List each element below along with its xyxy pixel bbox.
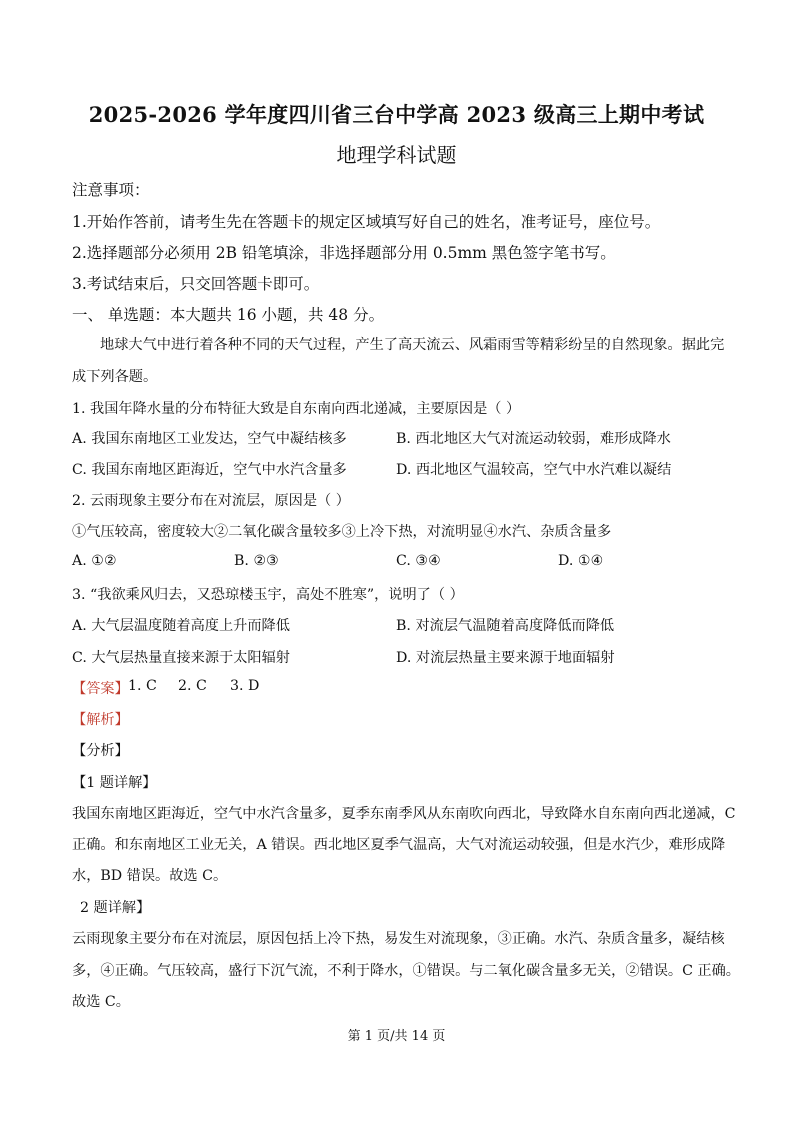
passage-line-2: 成下列各题。 bbox=[72, 369, 158, 385]
analysis-fenxi-heading: 【分析】 bbox=[72, 743, 129, 759]
analysis-jiexi-heading: 【解析】 bbox=[72, 712, 129, 728]
answer-1: 1. C bbox=[128, 678, 157, 694]
notice-heading: 注意事项： bbox=[72, 181, 150, 199]
passage-line-1: 地球大气中进行着各种不同的天气过程，产生了高天流云、风霜雨雪等精彩纷呈的自然现象。据此完 bbox=[100, 337, 725, 353]
answer-tag: 【答案】 bbox=[72, 681, 129, 697]
question-2-option-d: D. ①④ bbox=[558, 553, 604, 569]
question-3-option-a: A. 大气层温度随着高度上升而降低 bbox=[72, 618, 290, 634]
q2-detail-line-2: 多，④正确。气压较高，盛行下沉气流，不利于降水，①错误。与二氧化碳含量多无关，②错误。C 正确。 bbox=[72, 963, 740, 979]
question-1-option-d: D. 西北地区气温较高，空气中水汽难以凝结 bbox=[396, 462, 672, 478]
question-1-option-b: B. 西北地区大气对流运动较弱，难形成降水 bbox=[396, 431, 671, 447]
notice-item-2: 2.选择题部分必须用 2B 铅笔填涂，非选择题部分用 0.5mm 黑色签字笔书写。 bbox=[72, 244, 616, 262]
question-1-option-c: C. 我国东南地区距海近，空气中水汽含量多 bbox=[72, 462, 347, 478]
notice-item-3: 3.考试结束后，只交回答题卡即可。 bbox=[72, 275, 320, 293]
section-heading: 一、 单选题：本大题共 16 小题，共 48 分。 bbox=[72, 306, 385, 324]
q1-detail-line-1: 我国东南地区距海近，空气中水汽含量多，夏季东南季风从东南吹向西北，导致降水自东南向西北递减，C bbox=[72, 806, 736, 822]
notice-item-1: 1.开始作答前，请考生先在答题卡的规定区域填写好自己的姓名，准考证号，座位号。 bbox=[72, 213, 661, 231]
question-3-stem: 3. “我欲乘风归去，又恐琼楼玉宇，高处不胜寒”，说明了（ ） bbox=[72, 587, 464, 603]
question-3-option-b: B. 对流层气温随着高度降低而降低 bbox=[396, 618, 615, 634]
question-1-stem: 1. 我国年降水量的分布特征大致是自东南向西北递减，主要原因是（ ） bbox=[72, 401, 521, 417]
question-1-option-a: A. 我国东南地区工业发达，空气中凝结核多 bbox=[72, 431, 347, 447]
q2-detail-line-3: 故选 C。 bbox=[72, 994, 130, 1010]
question-2-option-c: C. ③④ bbox=[396, 553, 441, 569]
question-3-option-d: D. 对流层热量主要来源于地面辐射 bbox=[396, 650, 615, 666]
q2-detail-heading: 2 题详解】 bbox=[80, 900, 151, 916]
exam-title: 2025-2026 学年度四川省三台中学高 2023 级高三上期中考试 bbox=[88, 102, 705, 127]
page-footer: 第 1 页/共 14 页 bbox=[347, 1029, 446, 1044]
answer-3: 3. D bbox=[230, 678, 260, 694]
question-2-stem: 2. 云雨现象主要分布在对流层，原因是（ ） bbox=[72, 493, 350, 509]
q1-detail-line-2: 正确。和东南地区工业无关，A 错误。西北地区夏季气温高，大气对流运动较强，但是水汽少，难形成降 bbox=[72, 837, 726, 853]
exam-subtitle: 地理学科试题 bbox=[336, 143, 457, 167]
q2-detail-line-1: 云雨现象主要分布在对流层，原因包括上冷下热，易发生对流现象，③正确。水汽、杂质含量多，凝结核 bbox=[72, 931, 725, 947]
q1-detail-line-3: 水，BD 错误。故选 C。 bbox=[72, 868, 228, 884]
q1-detail-heading: 【1 题详解】 bbox=[72, 775, 157, 791]
question-2-option-a: A. ①② bbox=[72, 553, 117, 569]
answer-2: 2. C bbox=[178, 678, 207, 694]
question-3-option-c: C. 大气层热量直接来源于太阳辐射 bbox=[72, 650, 290, 666]
question-2-statements: ①气压较高，密度较大②二氧化碳含量较多③上冷下热，对流明显④水汽、杂质含量多 bbox=[72, 524, 612, 540]
question-2-option-b: B. ②③ bbox=[234, 553, 279, 569]
